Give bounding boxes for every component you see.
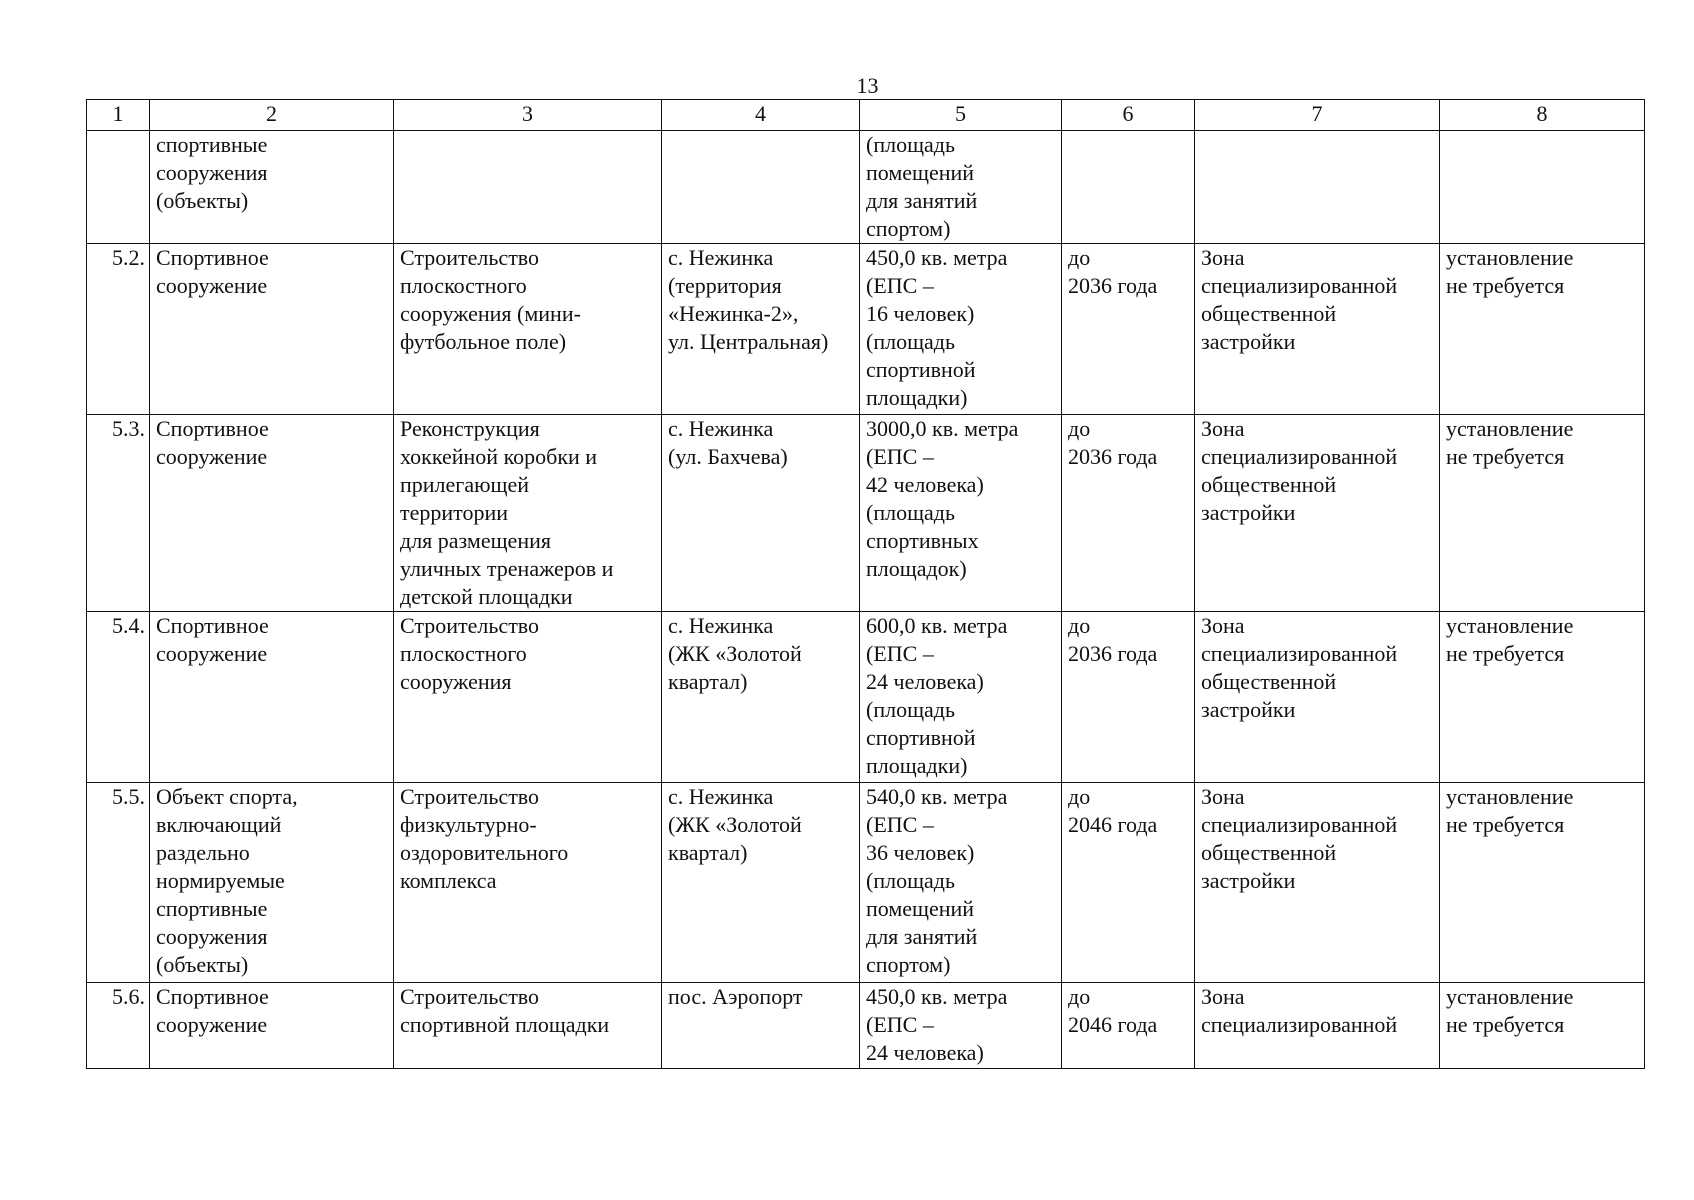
cell-text: до <box>1068 245 1091 270</box>
cell-text: специализированной <box>1201 273 1398 298</box>
cell-text: 450,0 кв. метра <box>866 245 1008 270</box>
cell-text: (ул. Бахчева) <box>668 444 788 469</box>
object-type-cell <box>150 415 394 612</box>
cell-text: Зона <box>1201 984 1245 1009</box>
cell-text: оздоровительного <box>400 840 569 865</box>
cell-text: общественной <box>1201 301 1337 326</box>
table-body <box>87 131 1645 1069</box>
cell-text: 5.2. <box>112 245 145 270</box>
protection-zone-cell <box>1440 415 1645 612</box>
capacity-cell <box>860 244 1062 415</box>
cell-text: установление <box>1446 784 1574 809</box>
cell-text: 5.4. <box>112 613 145 638</box>
cell-text: не требуется <box>1446 273 1565 298</box>
cell-text: 2046 года <box>1068 1012 1158 1037</box>
cell-text: не требуется <box>1446 444 1565 469</box>
cell-text: детской площадки <box>400 584 573 609</box>
planning-table <box>86 99 1645 1069</box>
cell-text: (площадь <box>866 329 956 354</box>
header-cell: 3 <box>394 100 662 131</box>
cell-text: сооружения <box>156 160 268 185</box>
zone-cell <box>1195 983 1440 1069</box>
cell-text: сооружение <box>156 1012 268 1037</box>
location-cell <box>662 612 860 783</box>
cell-text: с. Нежинка <box>668 245 774 270</box>
cell-text: 16 человек) <box>866 301 975 326</box>
cell-text: установление <box>1446 245 1574 270</box>
cell-text: специализированной <box>1201 641 1398 666</box>
cell-text: спортивной <box>866 725 976 750</box>
item-number-cell <box>87 415 150 612</box>
deadline-cell <box>1062 131 1195 244</box>
location-cell <box>662 131 860 244</box>
page-number: 13 <box>856 73 879 98</box>
table-row <box>87 783 1645 983</box>
deadline-cell <box>1062 415 1195 612</box>
cell-text: (ЖК «Золотой <box>668 641 802 666</box>
cell-text: Спортивное <box>156 613 269 638</box>
header-cell: 8 <box>1440 100 1645 131</box>
cell-text: для размещения <box>400 528 551 553</box>
cell-text: (площадь <box>866 868 956 893</box>
cell-text: (объекты) <box>156 188 249 213</box>
table-row <box>87 131 1645 244</box>
cell-text: спортивных <box>866 528 979 553</box>
cell-text: плоскостного <box>400 641 527 666</box>
capacity-cell <box>860 131 1062 244</box>
cell-text: Спортивное <box>156 416 269 441</box>
cell-text: помещений <box>866 160 975 185</box>
header-cell: 7 <box>1195 100 1440 131</box>
cell-text: застройки <box>1201 868 1296 893</box>
cell-text: территории <box>400 500 509 525</box>
cell-text: сооружение <box>156 444 268 469</box>
cell-text: застройки <box>1201 500 1296 525</box>
object-type-cell <box>150 983 394 1069</box>
cell-text: ул. Центральная) <box>668 329 829 354</box>
cell-text: спортивные <box>156 896 268 921</box>
cell-text: установление <box>1446 984 1574 1009</box>
object-type-cell <box>150 612 394 783</box>
cell-text: застройки <box>1201 329 1296 354</box>
object-type-cell <box>150 131 394 244</box>
cell-text: специализированной <box>1201 444 1398 469</box>
cell-text: Строительство <box>400 784 540 809</box>
cell-text: (ЕПС – <box>866 1012 934 1037</box>
cell-text: площадки) <box>866 753 968 778</box>
cell-text: 24 человека) <box>866 1040 984 1065</box>
cell-text: до <box>1068 416 1091 441</box>
cell-text: (ЕПС – <box>866 273 934 298</box>
cell-text: прилегающей <box>400 472 529 497</box>
work-description-cell <box>394 783 662 983</box>
cell-text: пос. Аэропорт <box>668 984 803 1009</box>
location-cell <box>662 983 860 1069</box>
protection-zone-cell <box>1440 131 1645 244</box>
cell-text: с. Нежинка <box>668 416 774 441</box>
cell-text: до <box>1068 984 1091 1009</box>
table-row <box>87 983 1645 1069</box>
cell-text: спортивные <box>156 132 268 157</box>
cell-text: 3000,0 кв. метра <box>866 416 1019 441</box>
capacity-cell <box>860 983 1062 1069</box>
cell-text: с. Нежинка <box>668 784 774 809</box>
location-cell <box>662 783 860 983</box>
cell-text: комплекса <box>400 868 497 893</box>
header-cell: 2 <box>150 100 394 131</box>
cell-text: не требуется <box>1446 641 1565 666</box>
work-description-cell <box>394 131 662 244</box>
cell-text: не требуется <box>1446 1012 1565 1037</box>
cell-text: Строительство <box>400 613 540 638</box>
cell-text: площадок) <box>866 556 967 581</box>
table-row <box>87 244 1645 415</box>
cell-text: 24 человека) <box>866 669 984 694</box>
cell-text: (ЕПС – <box>866 444 934 469</box>
object-type-cell <box>150 783 394 983</box>
cell-text: 5.6. <box>112 984 145 1009</box>
cell-text: установление <box>1446 613 1574 638</box>
table-row <box>87 612 1645 783</box>
deadline-cell <box>1062 783 1195 983</box>
object-type-cell <box>150 244 394 415</box>
cell-text: специализированной <box>1201 1012 1398 1037</box>
cell-text: (ЕПС – <box>866 812 934 837</box>
cell-text: «Нежинка-2», <box>668 301 799 326</box>
cell-text: нормируемые <box>156 868 285 893</box>
cell-text: Строительство <box>400 984 540 1009</box>
cell-text: до <box>1068 784 1091 809</box>
cell-text: (площадь <box>866 697 956 722</box>
cell-text: (территория <box>668 273 782 298</box>
capacity-cell <box>860 612 1062 783</box>
cell-text: раздельно <box>156 840 250 865</box>
work-description-cell <box>394 983 662 1069</box>
cell-text: 5.3. <box>112 416 145 441</box>
cell-text: 42 человека) <box>866 472 984 497</box>
item-number-cell <box>87 612 150 783</box>
cell-text: спортом) <box>866 952 951 977</box>
zone-cell <box>1195 612 1440 783</box>
cell-text: Зона <box>1201 613 1245 638</box>
cell-text: 2036 года <box>1068 273 1158 298</box>
cell-text: с. Нежинка <box>668 613 774 638</box>
cell-text: не требуется <box>1446 812 1565 837</box>
capacity-cell <box>860 415 1062 612</box>
protection-zone-cell <box>1440 783 1645 983</box>
cell-text: 2036 года <box>1068 641 1158 666</box>
protection-zone-cell <box>1440 612 1645 783</box>
cell-text: специализированной <box>1201 812 1398 837</box>
cell-text: Спортивное <box>156 245 269 270</box>
cell-text: общественной <box>1201 472 1337 497</box>
cell-text: Зона <box>1201 416 1245 441</box>
cell-text: 36 человек) <box>866 840 975 865</box>
cell-text: общественной <box>1201 669 1337 694</box>
cell-text: футбольное поле) <box>400 329 567 354</box>
cell-text: спортом) <box>866 216 951 241</box>
capacity-cell <box>860 783 1062 983</box>
item-number-cell <box>87 783 150 983</box>
cell-text: (площадь <box>866 132 956 157</box>
cell-text: уличных тренажеров и <box>400 556 614 581</box>
deadline-cell <box>1062 612 1195 783</box>
cell-text: Зона <box>1201 245 1245 270</box>
header-cell: 1 <box>87 100 150 131</box>
cell-text: 2046 года <box>1068 812 1158 837</box>
work-description-cell <box>394 244 662 415</box>
zone-cell <box>1195 415 1440 612</box>
cell-text: Зона <box>1201 784 1245 809</box>
cell-text: Спортивное <box>156 984 269 1009</box>
cell-text: спортивной площадки <box>400 1012 610 1037</box>
protection-zone-cell <box>1440 244 1645 415</box>
header-cell: 6 <box>1062 100 1195 131</box>
zone-cell <box>1195 131 1440 244</box>
cell-text: хоккейной коробки и <box>400 444 598 469</box>
cell-text: (ЖК «Золотой <box>668 812 802 837</box>
item-number-cell <box>87 131 150 244</box>
cell-text: общественной <box>1201 840 1337 865</box>
deadline-cell <box>1062 983 1195 1069</box>
cell-text: (площадь <box>866 500 956 525</box>
cell-text: помещений <box>866 896 975 921</box>
cell-text: физкультурно- <box>400 812 537 837</box>
cell-text: Объект спорта, <box>156 784 298 809</box>
cell-text: сооружения <box>400 669 512 694</box>
cell-text: для занятий <box>866 188 978 213</box>
cell-text: 2036 года <box>1068 444 1158 469</box>
cell-text: сооружение <box>156 641 268 666</box>
cell-text: сооружение <box>156 273 268 298</box>
location-cell <box>662 415 860 612</box>
cell-text: для занятий <box>866 924 978 949</box>
cell-text: сооружения (мини- <box>400 301 581 326</box>
cell-text: включающий <box>156 812 282 837</box>
cell-text: плоскостного <box>400 273 527 298</box>
cell-text: 540,0 кв. метра <box>866 784 1008 809</box>
cell-text: 450,0 кв. метра <box>866 984 1008 1009</box>
cell-text: Реконструкция <box>400 416 540 441</box>
header-cell: 5 <box>860 100 1062 131</box>
deadline-cell <box>1062 244 1195 415</box>
protection-zone-cell <box>1440 983 1645 1069</box>
header-cell: 4 <box>662 100 860 131</box>
cell-text: квартал) <box>668 840 748 865</box>
cell-text: Строительство <box>400 245 540 270</box>
work-description-cell <box>394 415 662 612</box>
zone-cell <box>1195 783 1440 983</box>
header-row <box>87 100 1645 131</box>
location-cell <box>662 244 860 415</box>
zone-cell <box>1195 244 1440 415</box>
item-number-cell <box>87 983 150 1069</box>
item-number-cell <box>87 244 150 415</box>
table-row <box>87 415 1645 612</box>
cell-text: 600,0 кв. метра <box>866 613 1008 638</box>
work-description-cell <box>394 612 662 783</box>
cell-text: спортивной <box>866 357 976 382</box>
cell-text: 5.5. <box>112 784 145 809</box>
cell-text: квартал) <box>668 669 748 694</box>
cell-text: до <box>1068 613 1091 638</box>
cell-text: (объекты) <box>156 952 249 977</box>
cell-text: (ЕПС – <box>866 641 934 666</box>
cell-text: площадки) <box>866 385 968 410</box>
cell-text: застройки <box>1201 697 1296 722</box>
cell-text: сооружения <box>156 924 268 949</box>
cell-text: установление <box>1446 416 1574 441</box>
